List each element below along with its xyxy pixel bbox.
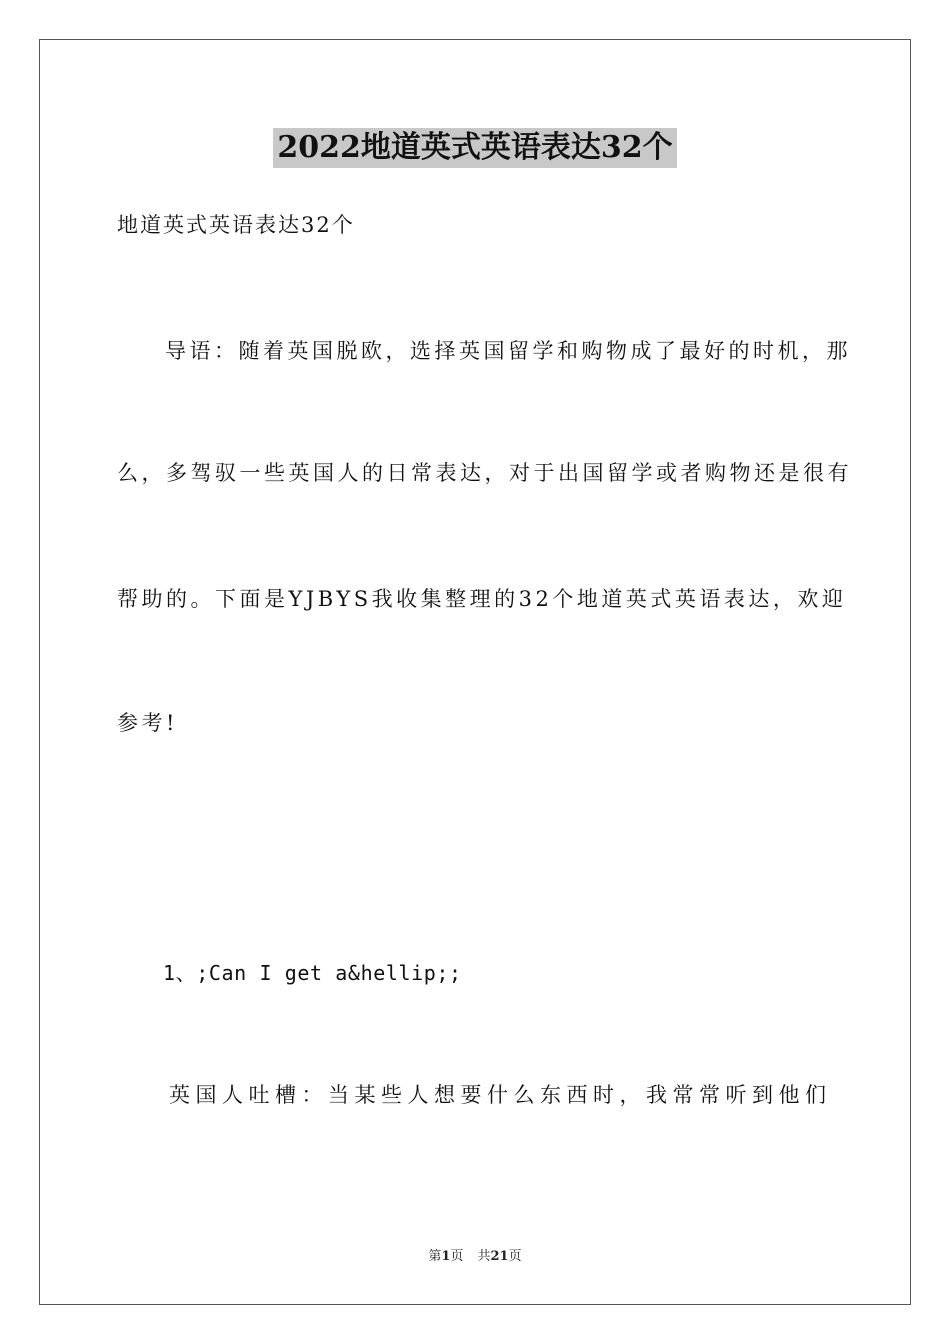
paragraph-line-2: 么，多驾驭一些英国人的日常表达，对于出国留学或者购物还是很有: [117, 461, 852, 485]
document-subtitle: 地道英式英语表达32个: [117, 213, 355, 237]
footer-total-prefix: 共: [477, 1249, 491, 1264]
paragraph-line-3: 帮助的。下面是YJBYS我收集整理的32个地道英式英语表达，欢迎: [117, 587, 847, 611]
list-item-1: 1、;Can I get a&hellip;;: [163, 961, 462, 985]
title-container: [0, 128, 950, 168]
paragraph-line-5: 英国人吐槽：当某些人想要什么东西时，我常常听到他们: [169, 1083, 832, 1107]
footer-page-number: 1: [441, 1249, 451, 1264]
footer-page-prefix: 第: [428, 1249, 442, 1264]
footer-total-suffix: 页: [508, 1249, 522, 1264]
paragraph-line-1: 导语：随着英国脱欧，选择英国留学和购物成了最好的时机，那: [165, 339, 851, 363]
document-title: 2022地道英式英语表达32个: [273, 128, 676, 168]
page-footer: [0, 1248, 950, 1266]
footer-page-suffix: 页: [450, 1249, 464, 1264]
footer-total-pages: 21: [490, 1249, 509, 1264]
paragraph-line-4: 参考!: [117, 711, 178, 735]
